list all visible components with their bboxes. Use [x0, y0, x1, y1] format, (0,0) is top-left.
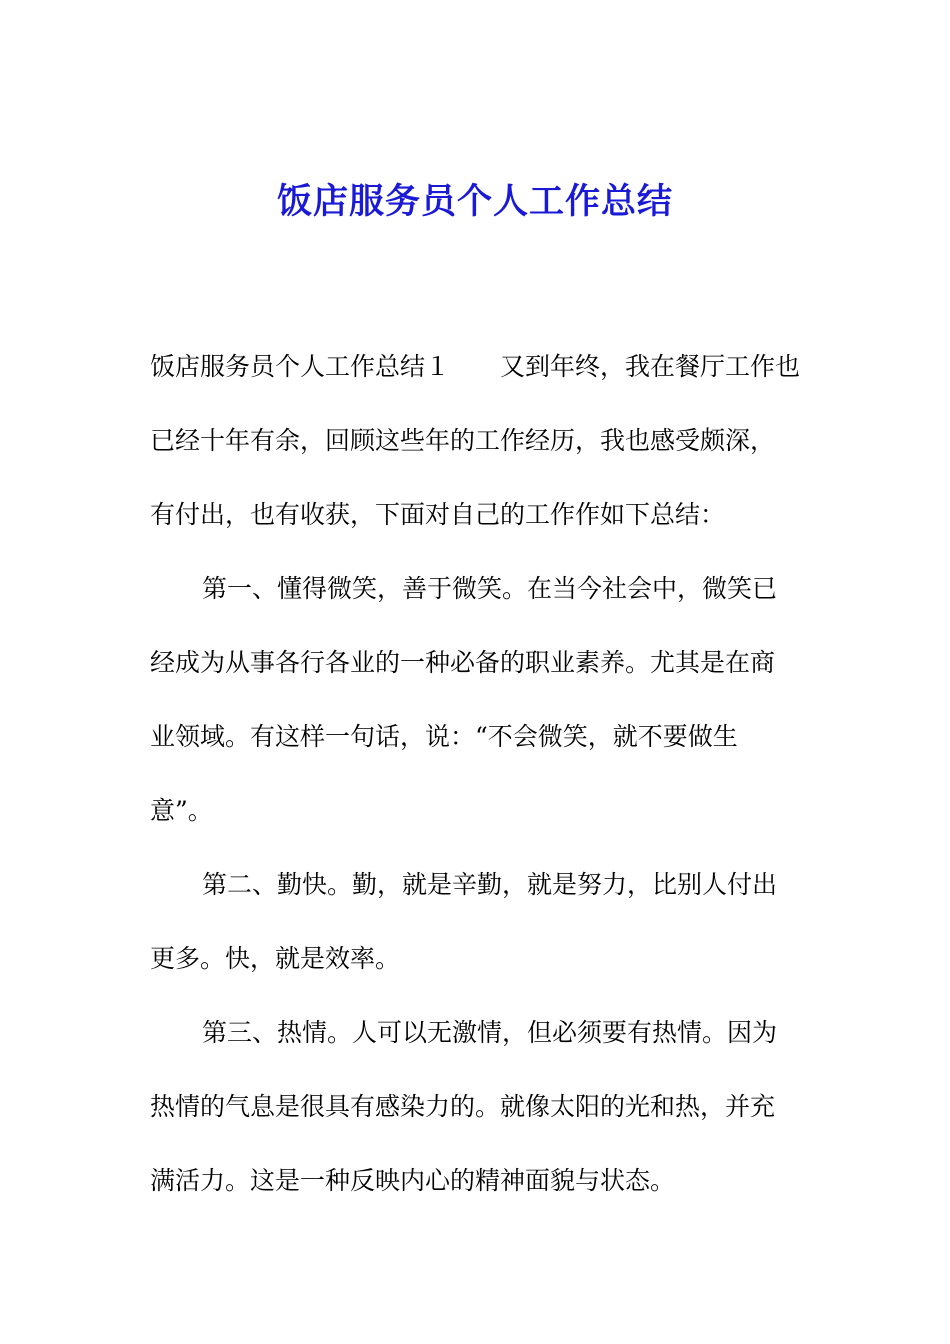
text-line	[150, 996, 810, 1070]
text-line: 已经十年有余，回顾这些年的工作经历，我也感受颇深，	[150, 426, 776, 455]
text-line: 满活力。这是一种反映内心的精神面貌与状态。	[150, 1166, 676, 1195]
text-line	[150, 552, 810, 626]
document-title: 饭店服务员个人工作总结	[276, 181, 673, 222]
text-line: 有付出，也有收获，下面对自己的工作作如下总结：	[150, 500, 726, 529]
section-heading: 饭店服务员个人工作总结１	[150, 352, 451, 381]
text-segment: 又到年终，我在餐厅工作也	[500, 352, 801, 381]
text-line	[150, 330, 810, 404]
text-line: 更多。快，就是效率。	[150, 944, 401, 973]
document-body	[150, 330, 810, 1218]
text-segment: 第二、勤快。勤，就是辛勤，就是努力，比别人付出	[202, 870, 778, 899]
text-segment: 第三、热情。人可以无激情，但必须要有热情。因为	[202, 1018, 778, 1047]
text-line: 经成为从事各行各业的一种必备的职业素养。尤其是在商	[150, 648, 776, 677]
text-line	[150, 848, 810, 922]
text-line: 业领域。有这样一句话，说：“不会微笑，就不要做生	[150, 722, 738, 751]
text-line: 热情的气息是很具有感染力的。就像太阳的光和热，并充	[150, 1092, 776, 1121]
text-segment: 第一、懂得微笑，善于微笑。在当今社会中，微笑已	[202, 574, 778, 603]
text-line: 意”。	[150, 796, 213, 825]
